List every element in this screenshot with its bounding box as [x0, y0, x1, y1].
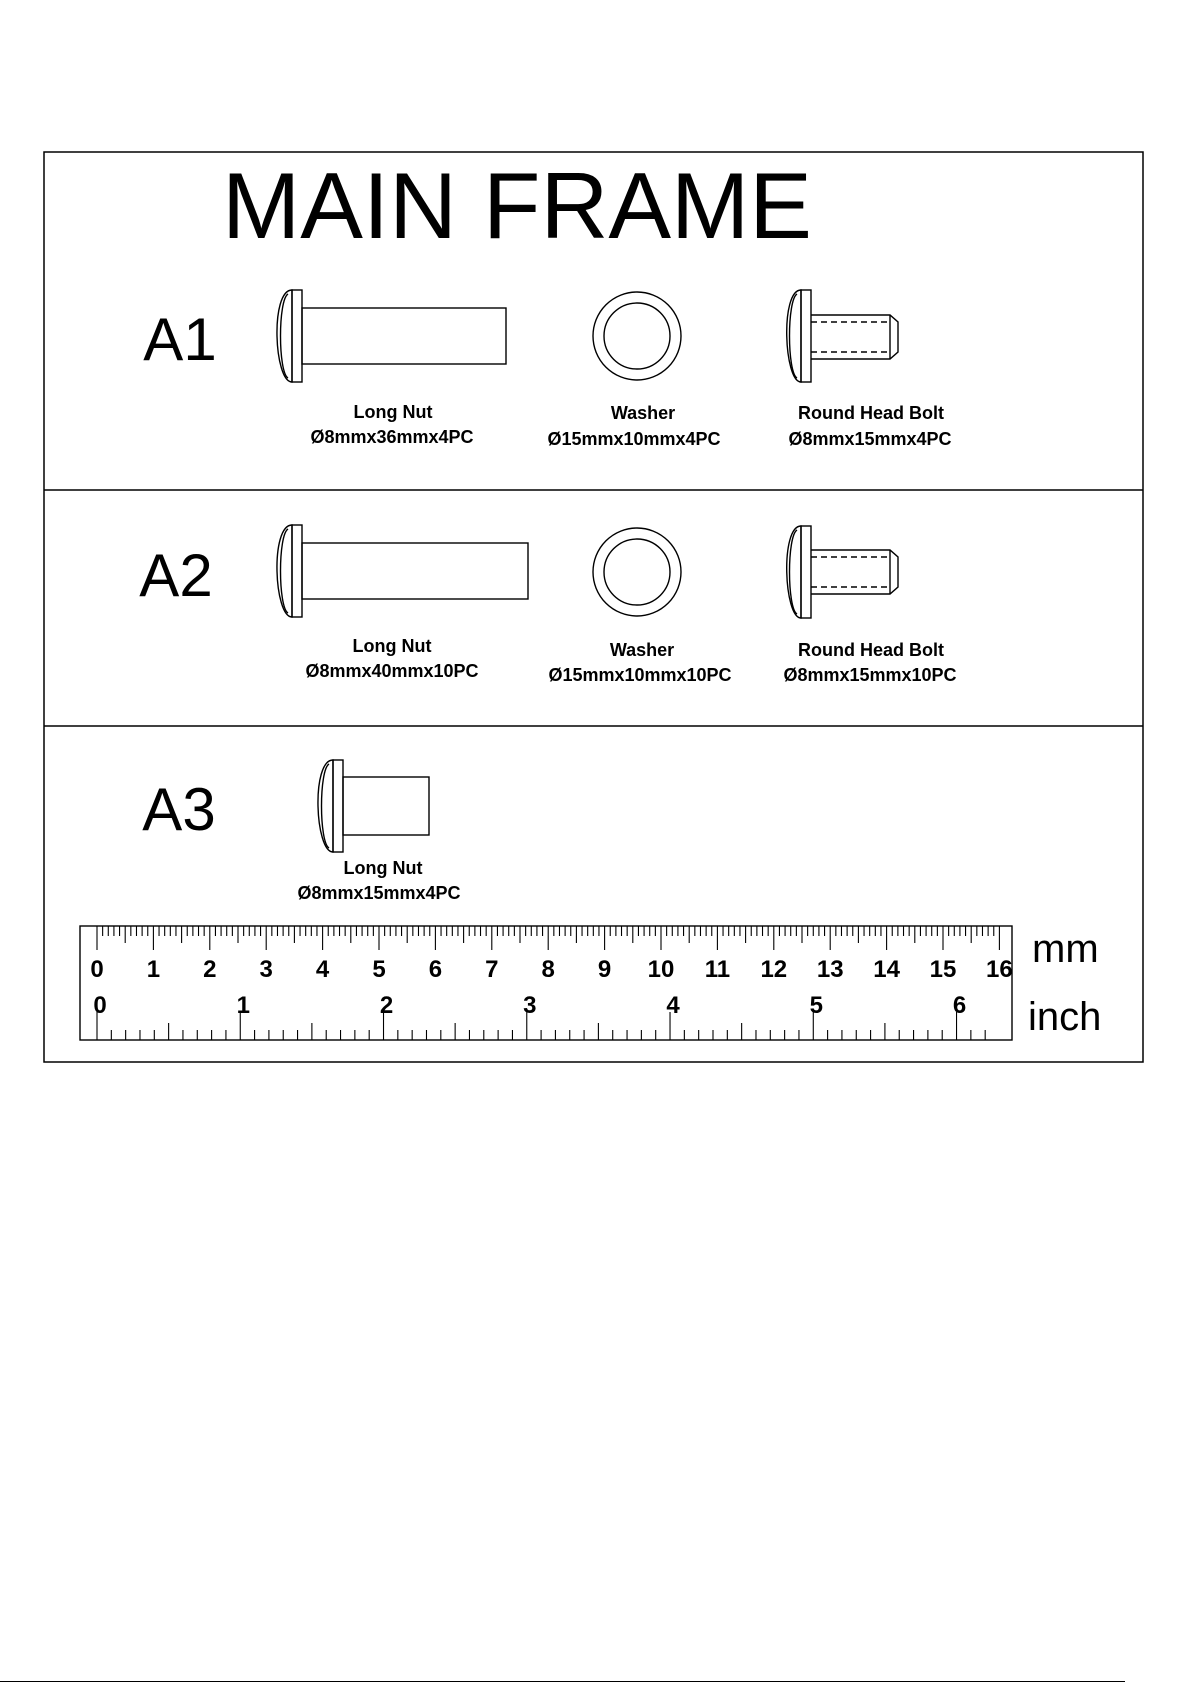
inch-label: 4 [666, 992, 680, 1019]
part-spec: Ø8mmx15mmx4PC [788, 429, 952, 449]
inch-label: 2 [379, 992, 394, 1019]
cm-label: 2 [203, 956, 217, 983]
part-spec: Ø8mmx15mmx10PC [783, 665, 957, 685]
inch-label: 0 [93, 992, 107, 1019]
ruler [80, 926, 1101, 1040]
inch-label: 3 [523, 992, 537, 1019]
part-spec: Ø15mmx10mmx4PC [547, 429, 721, 449]
page-bottom-rule [0, 1681, 1125, 1682]
cm-labels [90, 956, 1012, 983]
cm-label: 3 [259, 956, 273, 983]
part-name: Round Head Bolt [798, 403, 944, 423]
round-head-bolt-a2-drawing [787, 526, 898, 618]
cm-label: 13 [816, 956, 844, 983]
mm-unit-label: mm [1032, 927, 1099, 971]
part-name: Round Head Bolt [798, 640, 944, 660]
part-spec: Ø8mmx15mmx4PC [297, 883, 461, 903]
long-nut-a3-drawing [318, 760, 429, 852]
inch-unit-label: inch [1028, 995, 1102, 1039]
cm-label: 9 [597, 956, 612, 983]
part-spec: Ø15mmx10mmx10PC [548, 665, 732, 685]
long-nut-a2-drawing [277, 525, 528, 617]
section-label-a1: A1 [143, 306, 217, 373]
part-name: Washer [610, 403, 676, 423]
cm-label: 10 [647, 956, 675, 983]
inch-ticks [97, 1012, 985, 1040]
cm-label: 1 [146, 956, 161, 983]
cm-label: 8 [541, 956, 555, 983]
inch-label: 6 [952, 992, 967, 1019]
section-label-a2: A2 [139, 542, 213, 609]
long-nut-a1-drawing [277, 290, 506, 382]
cm-label: 16 [986, 956, 1013, 983]
inch-label: 1 [236, 992, 250, 1019]
part-name: Long Nut [343, 858, 423, 878]
page-title: MAIN FRAME [222, 153, 812, 258]
cm-label: 5 [372, 956, 386, 983]
washer-a1-drawing [593, 292, 681, 380]
cm-label: 15 [929, 956, 957, 983]
cm-label: 7 [485, 956, 499, 983]
part-spec: Ø8mmx40mmx10PC [305, 661, 479, 681]
cm-label: 14 [873, 956, 900, 983]
mm-ticks [97, 926, 999, 950]
part-spec: Ø8mmx36mmx4PC [310, 427, 474, 447]
washer-a2-drawing [593, 528, 681, 616]
part-name: Long Nut [353, 402, 433, 422]
inch-labels [93, 992, 966, 1019]
section-label-a3: A3 [142, 776, 216, 843]
round-head-bolt-a1-drawing [787, 290, 898, 382]
cm-label: 12 [760, 956, 788, 983]
cm-label: 4 [315, 956, 330, 983]
inch-label: 5 [809, 992, 823, 1019]
part-name: Washer [609, 640, 675, 660]
cm-label: 11 [704, 956, 731, 983]
cm-label: 6 [428, 956, 443, 983]
part-name: Long Nut [352, 636, 432, 656]
cm-label: 0 [90, 956, 104, 983]
ruler-body [80, 926, 1012, 1040]
